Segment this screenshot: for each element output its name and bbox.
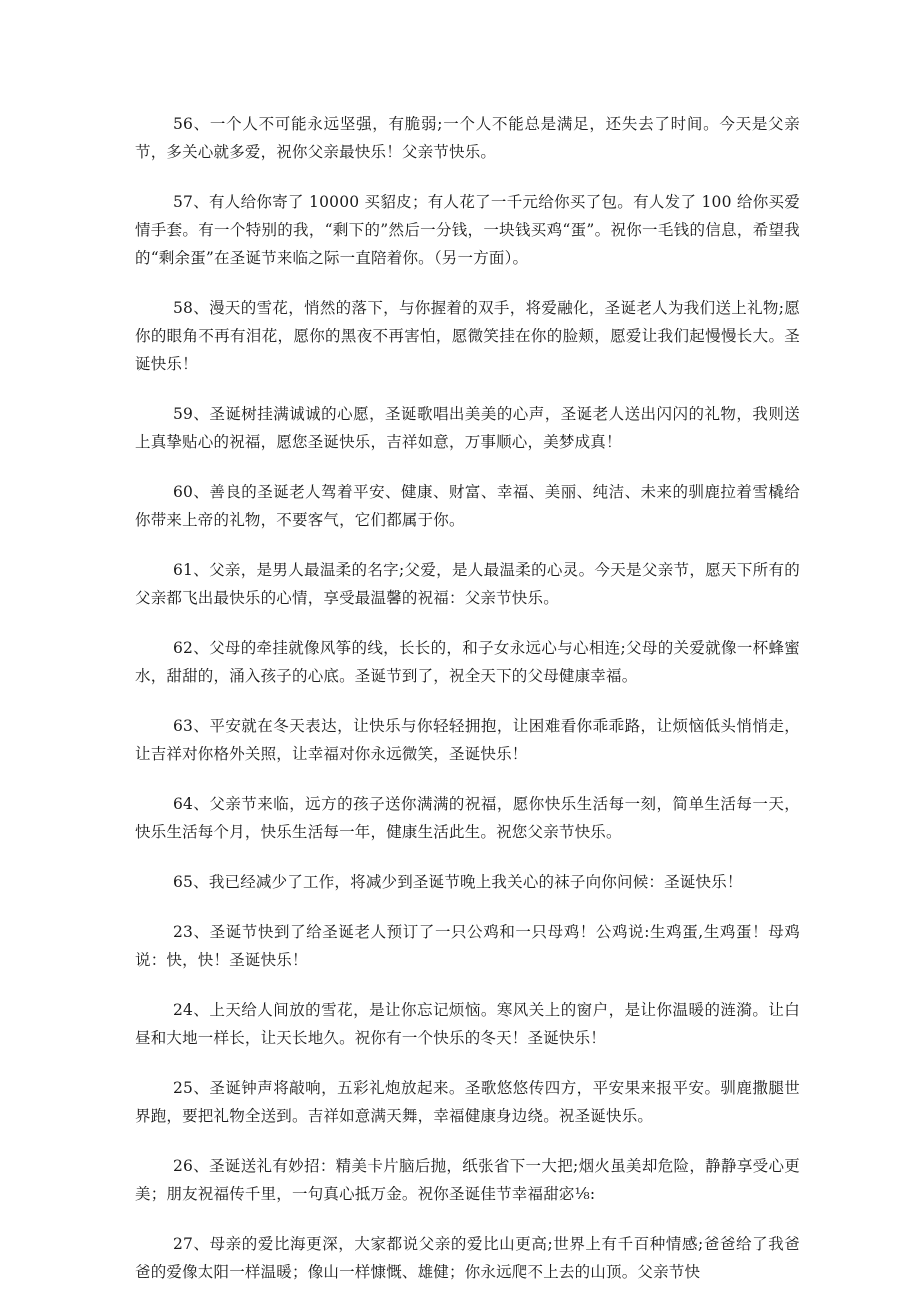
paragraph-58: 58、漫天的雪花，悄然的落下，与你握着的双手，将爱融化，圣诞老人为我们送上礼物;愿你的眼角不再有泪花，愿你的黑夜不再害怕，愿微笑挂在你的脸颊，愿爱让我们起慢慢长大。圣诞快乐！ (135, 299, 800, 373)
paragraph-56: 56、一个人不可能永远坚强，有脆弱;一个人不能总是满足，还失去了时间。今天是父亲节，多关心就多爱，祝你父亲最快乐！父亲节快乐。 (135, 115, 800, 161)
paragraph-25: 25、圣诞钟声将敲响，五彩礼炮放起来。圣歌悠悠传四方，平安果来报平安。驯鹿撒腿世界跑，要把礼物全送到。吉祥如意满天舞，幸福健康身边绕。祝圣诞快乐。 (135, 1079, 800, 1125)
paragraph-23: 23、圣诞节快到了给圣诞老人预订了一只公鸡和一只母鸡！公鸡说:生鸡蛋,生鸡蛋！母鸡说：快，快！圣诞快乐！ (135, 923, 800, 969)
paragraph-63: 63、平安就在冬天表达，让快乐与你轻轻拥抱，让困难看你乖乖路，让烦恼低头悄悄走，让吉祥对你格外关照，让幸福对你永远微笑，圣诞快乐！ (135, 717, 800, 763)
paragraph-27: 27、母亲的爱比海更深，大家都说父亲的爱比山更高;世界上有千百种情感;爸爸给了我爸爸的爱像太阳一样温暖；像山一样慷慨、雄健；你永远爬不上去的山顶。父亲节快 (135, 1235, 800, 1281)
paragraph-61: 61、父亲，是男人最温柔的名字;父爱，是人最温柔的心灵。今天是父亲节，愿天下所有的父亲都飞出最快乐的心情，享受最温馨的祝福：父亲节快乐。 (135, 561, 800, 607)
paragraph-64: 64、父亲节来临，远方的孩子送你满满的祝福，愿你快乐生活每一刻，简单生活每一天，快乐生活每个月，快乐生活每一年，健康生活此生。祝您父亲节快乐。 (135, 795, 800, 841)
paragraph-60: 60、善良的圣诞老人驾着平安、健康、财富、幸福、美丽、纯洁、未来的驯鹿拉着雪橇给你带来上帝的礼物，不要客气，它们都属于你。 (135, 483, 800, 529)
paragraph-26: 26、圣诞送礼有妙招：精美卡片脑后抛，纸张省下一大把;烟火虽美却危险，静静享受心更美；朋友祝福传千里，一句真心抵万金。祝你圣诞佳节幸福甜宓⅛: (135, 1157, 800, 1203)
paragraph-59: 59、圣诞树挂满诚诚的心愿，圣诞歌唱出美美的心声，圣诞老人送出闪闪的礼物，我则送上真挚贴心的祝福，愿您圣诞快乐，吉祥如意，万事顺心，美梦成真！ (135, 405, 800, 451)
paragraph-57: 57、有人给你寄了 10000 买貂皮；有人花了一千元给你买了包。有人发了 100 给你买爱情手套。有一个特别的我，“剩下的”然后一分钱，一块钱买鸡“蛋”。祝你一毛钱的信息，希望我的“剩余蛋”在圣诞节来临之际一直陪着你。（另一方面）。 (135, 193, 800, 267)
paragraph-65: 65、我已经减少了工作，将减少到圣诞节晚上我关心的袜子向你问候：圣诞快乐！ (173, 873, 743, 891)
paragraph-24: 24、上天给人间放的雪花，是让你忘记烦恼。寒风关上的窗户，是让你温暖的涟漪。让白昼和大地一样长，让天长地久。祝你有一个快乐的冬天！圣诞快乐！ (135, 1001, 800, 1047)
paragraph-62: 62、父母的牵挂就像风筝的线，长长的，和子女永远心与心相连;父母的关爱就像一杯蜂蜜水，甜甜的，涌入孩子的心底。圣诞节到了，祝全天下的父母健康幸福。 (135, 639, 800, 685)
